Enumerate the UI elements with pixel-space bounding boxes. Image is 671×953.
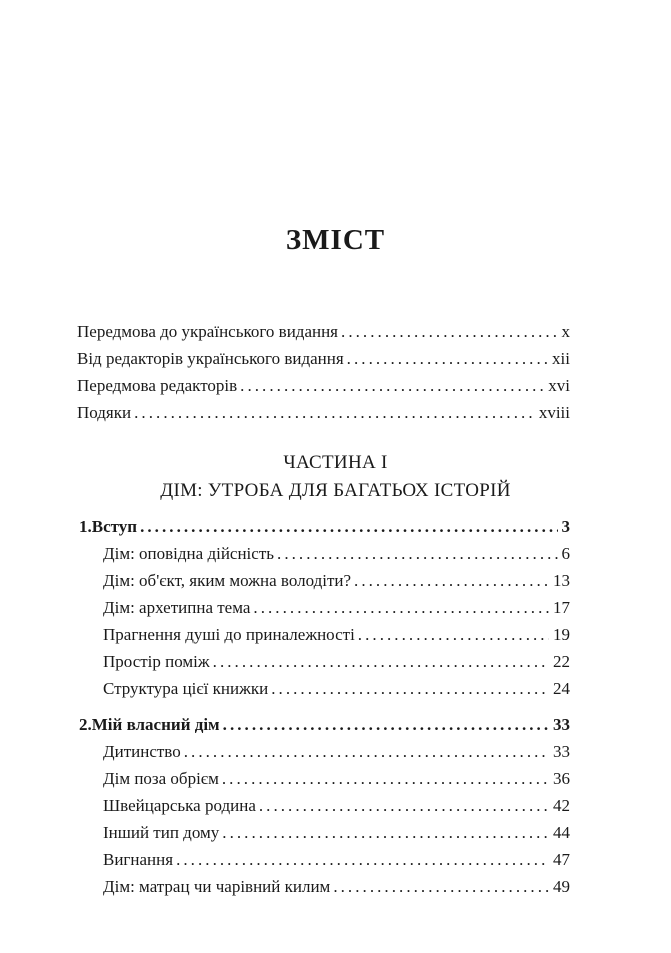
section-label: Швейцарська родина	[103, 796, 256, 815]
toc-entry-front-matter[interactable]	[77, 345, 570, 372]
part-subtitle: ДІМ: УТРОБА ДЛЯ БАГАТЬОХ ІСТОРІЙ	[160, 480, 511, 501]
chapter-title: Вступ	[91, 517, 138, 536]
section-page: 44	[553, 823, 570, 842]
section-page: 49	[553, 877, 570, 896]
toc-section[interactable]	[103, 846, 570, 873]
toc-entry-label: Передмова редакторів	[77, 376, 238, 395]
dot-leader	[277, 540, 557, 567]
dot-leader	[333, 873, 549, 900]
section-label: Прагнення душі до приналежності	[103, 625, 355, 644]
dot-leader	[223, 711, 549, 738]
dot-leader	[134, 399, 535, 426]
chapter-title: Мій власний дім	[91, 715, 220, 734]
toc-entry-front-matter[interactable]	[77, 399, 570, 426]
section-label: Дім: оповідна дійсність	[103, 544, 275, 563]
section-label: Інший тип дому	[103, 823, 220, 842]
toc-section[interactable]	[103, 765, 570, 792]
toc-chapter-2[interactable]	[77, 711, 570, 738]
dot-leader	[347, 345, 548, 372]
section-page: 13	[553, 571, 570, 590]
section-label: Дім поза обрієм	[103, 769, 219, 788]
chapter-number: 1.	[79, 517, 92, 536]
toc-entry-front-matter[interactable]	[77, 318, 570, 345]
section-label: Вигнання	[103, 850, 174, 869]
section-label: Дім: об'єкт, яким можна володіти?	[103, 571, 352, 590]
chapter-page: 33	[553, 715, 570, 734]
dot-leader	[253, 594, 549, 621]
toc-entry-page: x	[561, 322, 570, 341]
dot-leader	[240, 372, 544, 399]
dot-leader	[176, 846, 549, 873]
part-heading: ЧАСТИНА І	[283, 452, 388, 473]
section-label: Простір поміж	[103, 652, 210, 671]
section-page: 36	[553, 769, 570, 788]
section-page: 6	[561, 544, 570, 563]
dot-leader	[354, 567, 549, 594]
dot-leader	[140, 513, 557, 540]
dot-leader	[271, 675, 549, 702]
toc-entry-page: xviii	[538, 403, 570, 422]
toc-entry-label: Від редакторів українського видання	[77, 349, 344, 368]
toc-entry-front-matter[interactable]	[77, 372, 570, 399]
dot-leader	[341, 318, 557, 345]
toc-section[interactable]	[103, 675, 570, 702]
toc-section[interactable]	[103, 621, 570, 648]
section-label: Дім: архетипна тема	[103, 598, 251, 617]
section-label: Дім: матрац чи чарівний килим	[103, 877, 331, 896]
section-page: 19	[553, 625, 570, 644]
toc-entry-page: xvi	[548, 376, 570, 395]
toc-section[interactable]	[103, 738, 570, 765]
dot-leader	[358, 621, 549, 648]
toc-section[interactable]	[103, 648, 570, 675]
dot-leader	[184, 738, 549, 765]
section-page: 33	[553, 742, 570, 761]
toc-section[interactable]	[103, 594, 570, 621]
section-page: 42	[553, 796, 570, 815]
page-title: ЗМІСТ	[285, 224, 386, 256]
toc-entry-page: xii	[552, 349, 570, 368]
dot-leader	[259, 792, 549, 819]
section-page: 22	[553, 652, 570, 671]
toc-section[interactable]	[103, 819, 570, 846]
toc-chapter-1[interactable]	[77, 513, 570, 540]
chapter-number: 2.	[79, 715, 92, 734]
toc-entry-label: Передмова до українського видання	[77, 322, 339, 341]
toc-section[interactable]	[103, 873, 570, 900]
section-label: Дитинство	[103, 742, 181, 761]
toc-section[interactable]	[103, 567, 570, 594]
dot-leader	[222, 765, 549, 792]
dot-leader	[213, 648, 549, 675]
toc-section[interactable]	[103, 540, 570, 567]
section-label: Структура цієї книжки	[103, 679, 269, 698]
section-page: 24	[553, 679, 570, 698]
section-page: 47	[553, 850, 570, 869]
chapter-page: 3	[561, 517, 570, 536]
toc-entry-label: Подяки	[77, 403, 132, 422]
section-page: 17	[553, 598, 570, 617]
dot-leader	[222, 819, 549, 846]
toc-section[interactable]	[103, 792, 570, 819]
